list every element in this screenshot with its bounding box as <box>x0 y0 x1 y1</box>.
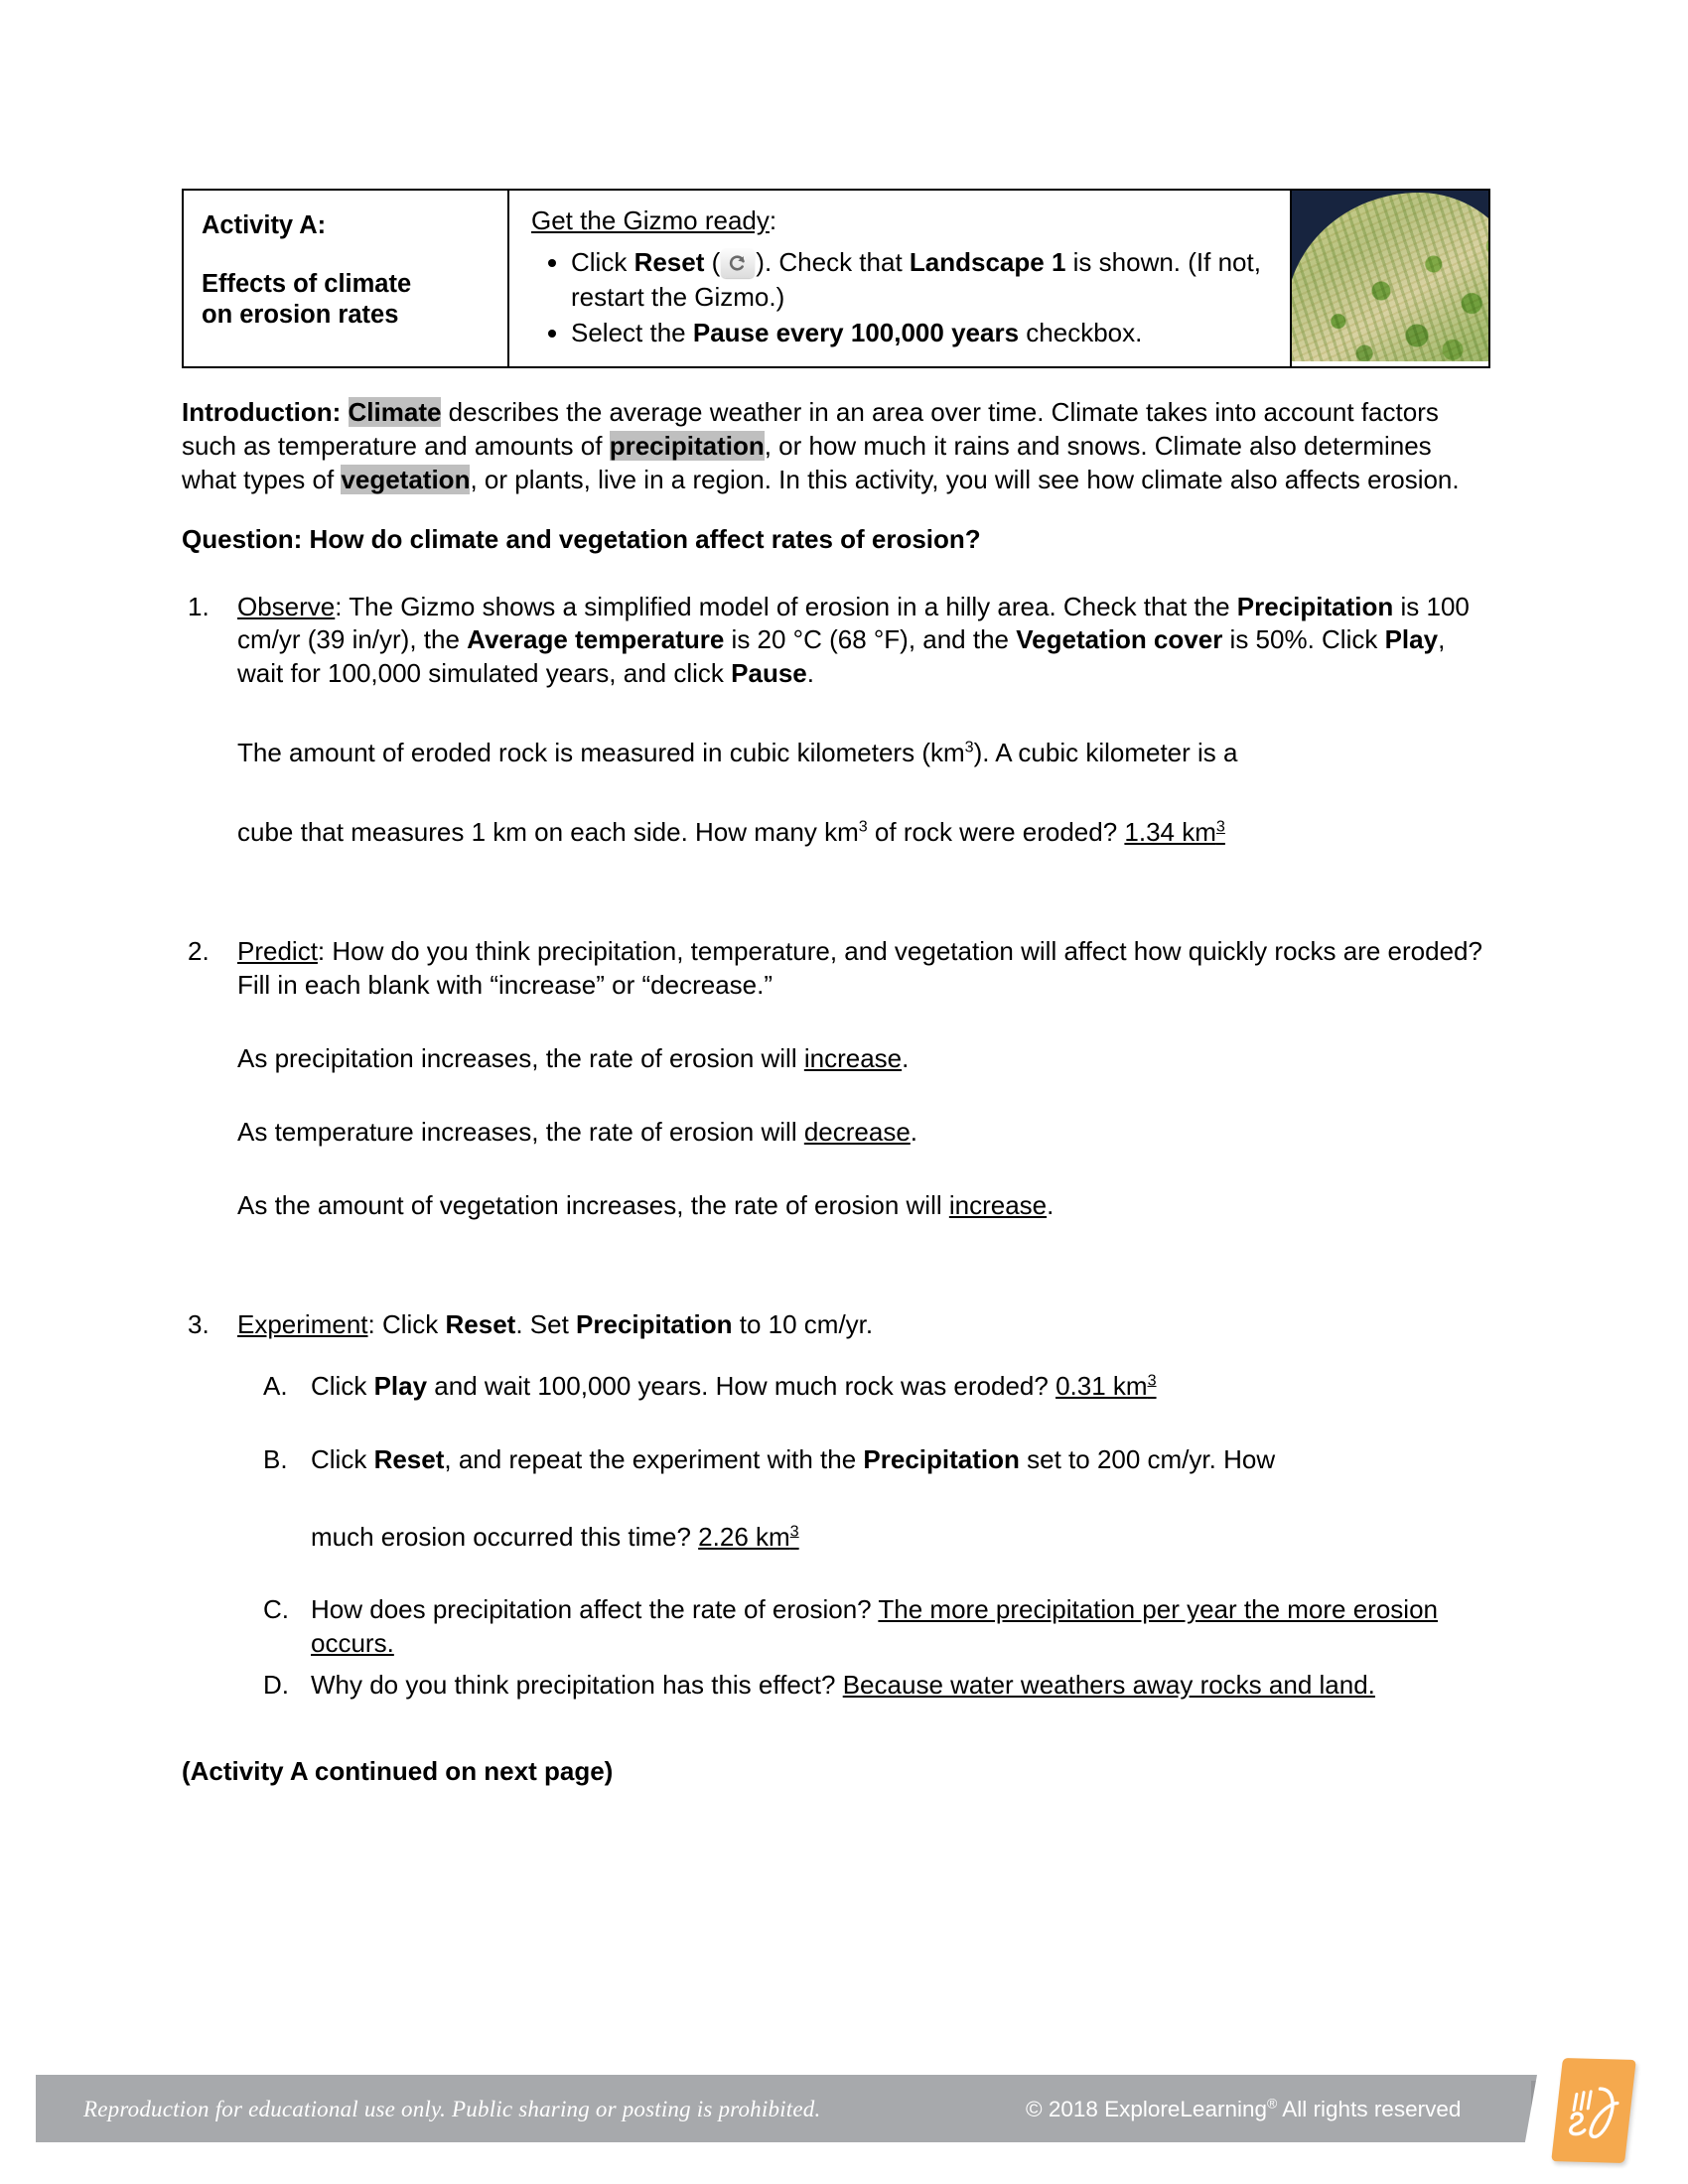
item-1-text: , wait for 100,000 simulated years, and click <box>237 624 1446 689</box>
item-1-paragraph-2 <box>237 737 1490 770</box>
item-2-blank-3 <box>237 1189 1490 1223</box>
item-1-text: . <box>806 658 814 689</box>
item-1-label: Observe <box>237 591 336 621</box>
vocab-term-climate: Climate <box>348 397 442 427</box>
introduction-label: Introduction: <box>182 397 342 427</box>
explorelearning-logo <box>1551 2058 1636 2163</box>
sub-question-b-line2 <box>311 1521 1490 1555</box>
introduction-text: , or plants, live in a region. In this activity, you will see how climate also affects erosion. <box>470 464 1460 494</box>
item-1-text: : The Gizmo shows a simplified model of erosion in a hilly area. Check that the <box>335 591 1237 621</box>
introduction-paragraph <box>182 396 1490 497</box>
precipitation-control-name: Precipitation <box>863 1443 1020 1474</box>
average-temperature-control-name: Average temperature <box>467 624 725 655</box>
answer-precipitation-effect[interactable]: increase <box>803 1043 903 1074</box>
sub-question-list <box>237 1370 1490 1704</box>
reset-arrow-glyph <box>727 252 749 274</box>
sub-c-text: How does precipitation affect the rate of erosion? <box>311 1594 879 1625</box>
sub-question-c <box>263 1593 1490 1661</box>
precipitation-control-name: Precipitation <box>1236 591 1394 621</box>
footer-copyright <box>1026 2097 1461 2122</box>
sub-a-text: Click <box>311 1370 374 1401</box>
sub-b-text: much erosion occurred this time? <box>311 1521 699 1552</box>
step-item-reset <box>571 245 1274 314</box>
page-content <box>182 189 1490 1787</box>
numbered-question-list <box>182 591 1490 1704</box>
item-3-label: Experiment <box>237 1308 368 1339</box>
step-text: ). Check that <box>756 247 910 278</box>
sub-d-text: Why do you think precipitation has this effect? <box>311 1670 843 1701</box>
item-1-text: of rock were eroded? <box>867 817 1125 848</box>
play-button-name: Play <box>373 1370 428 1401</box>
blank-tail: . <box>1047 1189 1055 1220</box>
item-2-text: : How do you think precipitation, temperature, and vegetation will affect how quickly rocks are eroded? Fill in each blank with “increase” or “decrease.” <box>237 936 1482 1001</box>
reset-button-name: Reset <box>373 1443 445 1474</box>
activity-title-cell <box>183 190 508 367</box>
item-2-number: 2. <box>188 936 210 967</box>
footer-usage-notice: Reproduction for educational use only. Public sharing or posting is prohibited. <box>83 2097 821 2121</box>
answer-exponent: 3 <box>1147 1371 1157 1390</box>
item-1-text: is 100 cm/yr (39 in/yr), the <box>237 591 1470 655</box>
sub-b-marker: B. <box>263 1443 288 1474</box>
item-1-text: is 20 °C (68 °F), and the <box>724 624 1017 655</box>
sub-a-marker: A. <box>263 1370 288 1401</box>
item-3-text: . Set <box>515 1308 577 1339</box>
precipitation-control-name: Precipitation <box>576 1308 733 1339</box>
step-text: ( <box>704 247 721 278</box>
gizmo-ready-heading <box>531 205 1274 237</box>
pause-button-name: Pause <box>731 658 807 689</box>
landscape-thumbnail-image <box>1292 191 1488 361</box>
item-3-text: : Click <box>367 1308 446 1339</box>
gizmo-ready-cell <box>508 190 1291 367</box>
item-1-text: ). A cubic kilometer is a <box>973 738 1238 768</box>
blank-prompt: As the amount of vegetation increases, the rate of erosion will <box>237 1189 949 1220</box>
item-3-text: to 10 cm/yr. <box>732 1308 874 1339</box>
answer-text: 0.31 km <box>1055 1370 1148 1401</box>
activity-header-table <box>182 189 1490 368</box>
item-2-blank-2 <box>237 1116 1490 1150</box>
cubic-exponent: 3 <box>964 738 974 756</box>
activity-name <box>202 269 490 331</box>
gizmo-ready-steps <box>531 245 1274 350</box>
sub-d-marker: D. <box>263 1670 289 1701</box>
worksheet-body <box>182 396 1490 1787</box>
answer-exponent: 3 <box>1215 817 1225 836</box>
sub-question-d <box>263 1669 1490 1703</box>
introduction-text: describes the average weather in an area over time. Climate takes into account factors such as temperature and amounts of <box>182 397 1439 461</box>
landscape-thumbnail-cell <box>1291 190 1489 367</box>
answer-precipitation-rate-explanation[interactable]: The more precipitation per year the more erosion occurs. <box>311 1594 1438 1659</box>
answer-precipitation-why-explanation[interactable]: Because water weathers away rocks and land. <box>842 1670 1375 1701</box>
rights-text: All rights reserved <box>1277 2097 1462 2121</box>
blank-prompt: As temperature increases, the rate of erosion will <box>237 1116 804 1147</box>
sub-question-b <box>263 1443 1490 1555</box>
answer-text: 1.34 km <box>1124 817 1216 848</box>
answer-temperature-effect[interactable]: decrease <box>803 1116 911 1147</box>
vocab-term-precipitation: precipitation <box>609 430 765 461</box>
reset-button-name: Reset <box>633 247 705 278</box>
item-1-text: is 50%. Click <box>1222 624 1385 655</box>
reset-icon <box>721 248 755 278</box>
footer-bar-shadow <box>1531 2081 1545 2148</box>
item-2-label: Predict <box>237 936 318 967</box>
question-heading: Question: How do climate and vegetation affect rates of erosion? <box>182 523 981 554</box>
sub-b-text: set to 200 cm/yr. How <box>1019 1443 1276 1474</box>
reset-button-name: Reset <box>445 1308 516 1339</box>
step-item-pause-checkbox <box>571 316 1274 350</box>
answer-text: 2.26 km <box>698 1521 790 1552</box>
gizmo-ready-label: Get the Gizmo ready <box>531 205 770 235</box>
item-2-blank-1 <box>237 1042 1490 1076</box>
introduction-text: , or how much it rains and snows. Climate also determines what types of <box>182 430 1432 494</box>
sub-question-a <box>263 1370 1490 1404</box>
table-row <box>183 190 1489 367</box>
item-3-number: 3. <box>188 1308 210 1339</box>
answer-eroded-volume[interactable] <box>1124 817 1224 847</box>
step-text: Select the <box>571 318 693 348</box>
pause-checkbox-name: Pause every 100,000 years <box>692 318 1020 348</box>
answer-erosion-low-precip[interactable] <box>1055 1371 1156 1401</box>
activity-name-line1: Effects of climate <box>202 269 412 298</box>
blank-tail: . <box>902 1043 910 1074</box>
explorelearning-logo-glyph <box>1561 2072 1626 2148</box>
item-1-text: The amount of eroded rock is measured in cubic kilometers (km <box>237 738 965 768</box>
landscape-name: Landscape 1 <box>909 247 1066 278</box>
copyright-text: © 2018 ExploreLearning <box>1026 2097 1267 2121</box>
blank-tail: . <box>910 1116 918 1147</box>
answer-vegetation-effect[interactable]: increase <box>948 1189 1048 1220</box>
sub-a-text: and wait 100,000 years. How much rock was eroded? <box>427 1370 1056 1401</box>
answer-erosion-high-precip[interactable] <box>698 1522 798 1552</box>
vocab-term-vegetation: vegetation <box>341 464 471 494</box>
step-text: Click <box>571 247 634 278</box>
item-1-text: cube that measures 1 km on each side. How many km <box>237 817 859 848</box>
sub-b-text: Click <box>311 1443 374 1474</box>
vegetation-cover-control-name: Vegetation cover <box>1016 624 1223 655</box>
answer-exponent: 3 <box>789 1521 799 1540</box>
step-text: checkbox. <box>1019 318 1143 348</box>
gizmo-ready-colon: : <box>769 205 777 235</box>
question-item-1 <box>188 591 1490 851</box>
item-1-number: 1. <box>188 591 210 621</box>
sub-c-marker: C. <box>263 1594 289 1625</box>
play-button-name: Play <box>1384 624 1439 655</box>
activity-name-line2: on erosion rates <box>202 300 399 329</box>
sub-b-text: , and repeat the experiment with the <box>444 1443 864 1474</box>
activity-label: Activity A: <box>202 211 327 239</box>
cubic-exponent: 3 <box>858 817 868 836</box>
blank-prompt: As precipitation increases, the rate of erosion will <box>237 1043 804 1074</box>
step-text: is shown. (If not, restart the Gizmo.) <box>571 247 1261 312</box>
item-1-paragraph-3 <box>237 816 1490 850</box>
question-item-2 <box>188 935 1490 1223</box>
question-item-3 <box>188 1308 1490 1703</box>
continued-note: (Activity A continued on next page) <box>182 1756 614 1787</box>
terrain-texture <box>1292 193 1488 361</box>
page-footer <box>0 2045 1688 2174</box>
registered-mark: ® <box>1267 2095 1278 2112</box>
